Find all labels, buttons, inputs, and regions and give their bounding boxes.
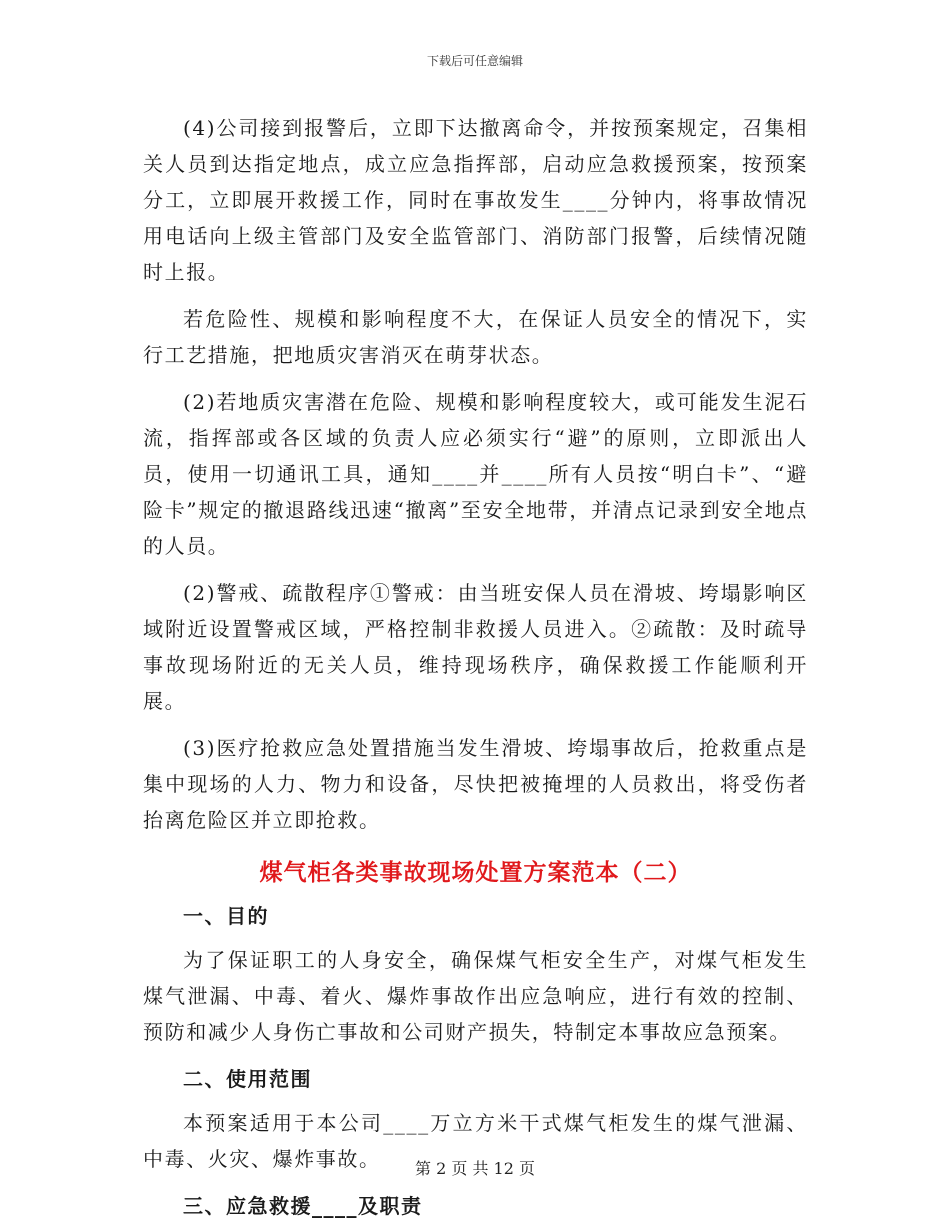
page-header: 下载后可任意编辑 <box>426 54 523 68</box>
heading-responsibilities: 三、应急救援____及职责 <box>183 1194 423 1218</box>
section-title: 煤气柜各类事故现场处置方案范本（二） <box>259 860 692 886</box>
heading-purpose: 一、目的 <box>183 904 269 928</box>
paragraph-minor-risk: 若危险性、规模和影响程度不大，在保证人员安全的情况下，实行工艺措施，把地质灾害消灭在萌芽状态。 <box>143 307 808 367</box>
document-body <box>143 110 808 1232</box>
paragraph-warning-evacuation: (2)警戒、疏散程序①警戒：由当班安保人员在滑坡、垮塌影响区域附近设置警戒区域，严格控制非救援人员进入。②疏散：及时疏导事故现场附近的无关人员，维持现场秩序，确保救援工作能顺利开展。 <box>143 581 808 713</box>
paragraph-medical-rescue: (3)医疗抢救应急处置措施当发生滑坡、垮塌事故后，抢救重点是集中现场的人力、物力和设备，尽快把被掩埋的人员救出，将受伤者抬离危险区并立即抢救。 <box>143 736 808 832</box>
paragraph-major-risk: (2)若地质灾害潜在危险、规模和影响程度较大，或可能发生泥石流，指挥部或各区域的负责人应必须实行“避”的原则，立即派出人员，使用一切通讯工具，通知____并____所有人员按“明白卡”、“避险卡”规定的撤退路线迅速“撤离”至安全地带，并清点记录到安全地点的人员。 <box>143 390 808 558</box>
page-footer: 第 2 页 共 12 页 <box>415 1159 535 1178</box>
paragraph-company-alarm: (4)公司接到报警后，立即下达撤离命令，并按预案规定，召集相关人员到达指定地点，成立应急指挥部，启动应急救援预案，按预案分工，立即展开救援工作，同时在事故发生____分钟内，将事故情况用电话向上级主管部门及安全监管部门、消防部门报警，后续情况随时上报。 <box>143 116 808 284</box>
paragraph-scope: 本预案适用于本公司____万立方米干式煤气柜发生的煤气泄漏、中毒、火灾、爆炸事故。 <box>143 1111 808 1171</box>
heading-scope: 二、使用范围 <box>183 1067 312 1091</box>
paragraph-purpose: 为了保证职工的人身安全，确保煤气柜安全生产，对煤气柜发生煤气泄漏、中毒、着火、爆炸事故作出应急响应，进行有效的控制、预防和减少人身伤亡事故和公司财产损失，特制定本事故应急预案。 <box>143 948 808 1044</box>
